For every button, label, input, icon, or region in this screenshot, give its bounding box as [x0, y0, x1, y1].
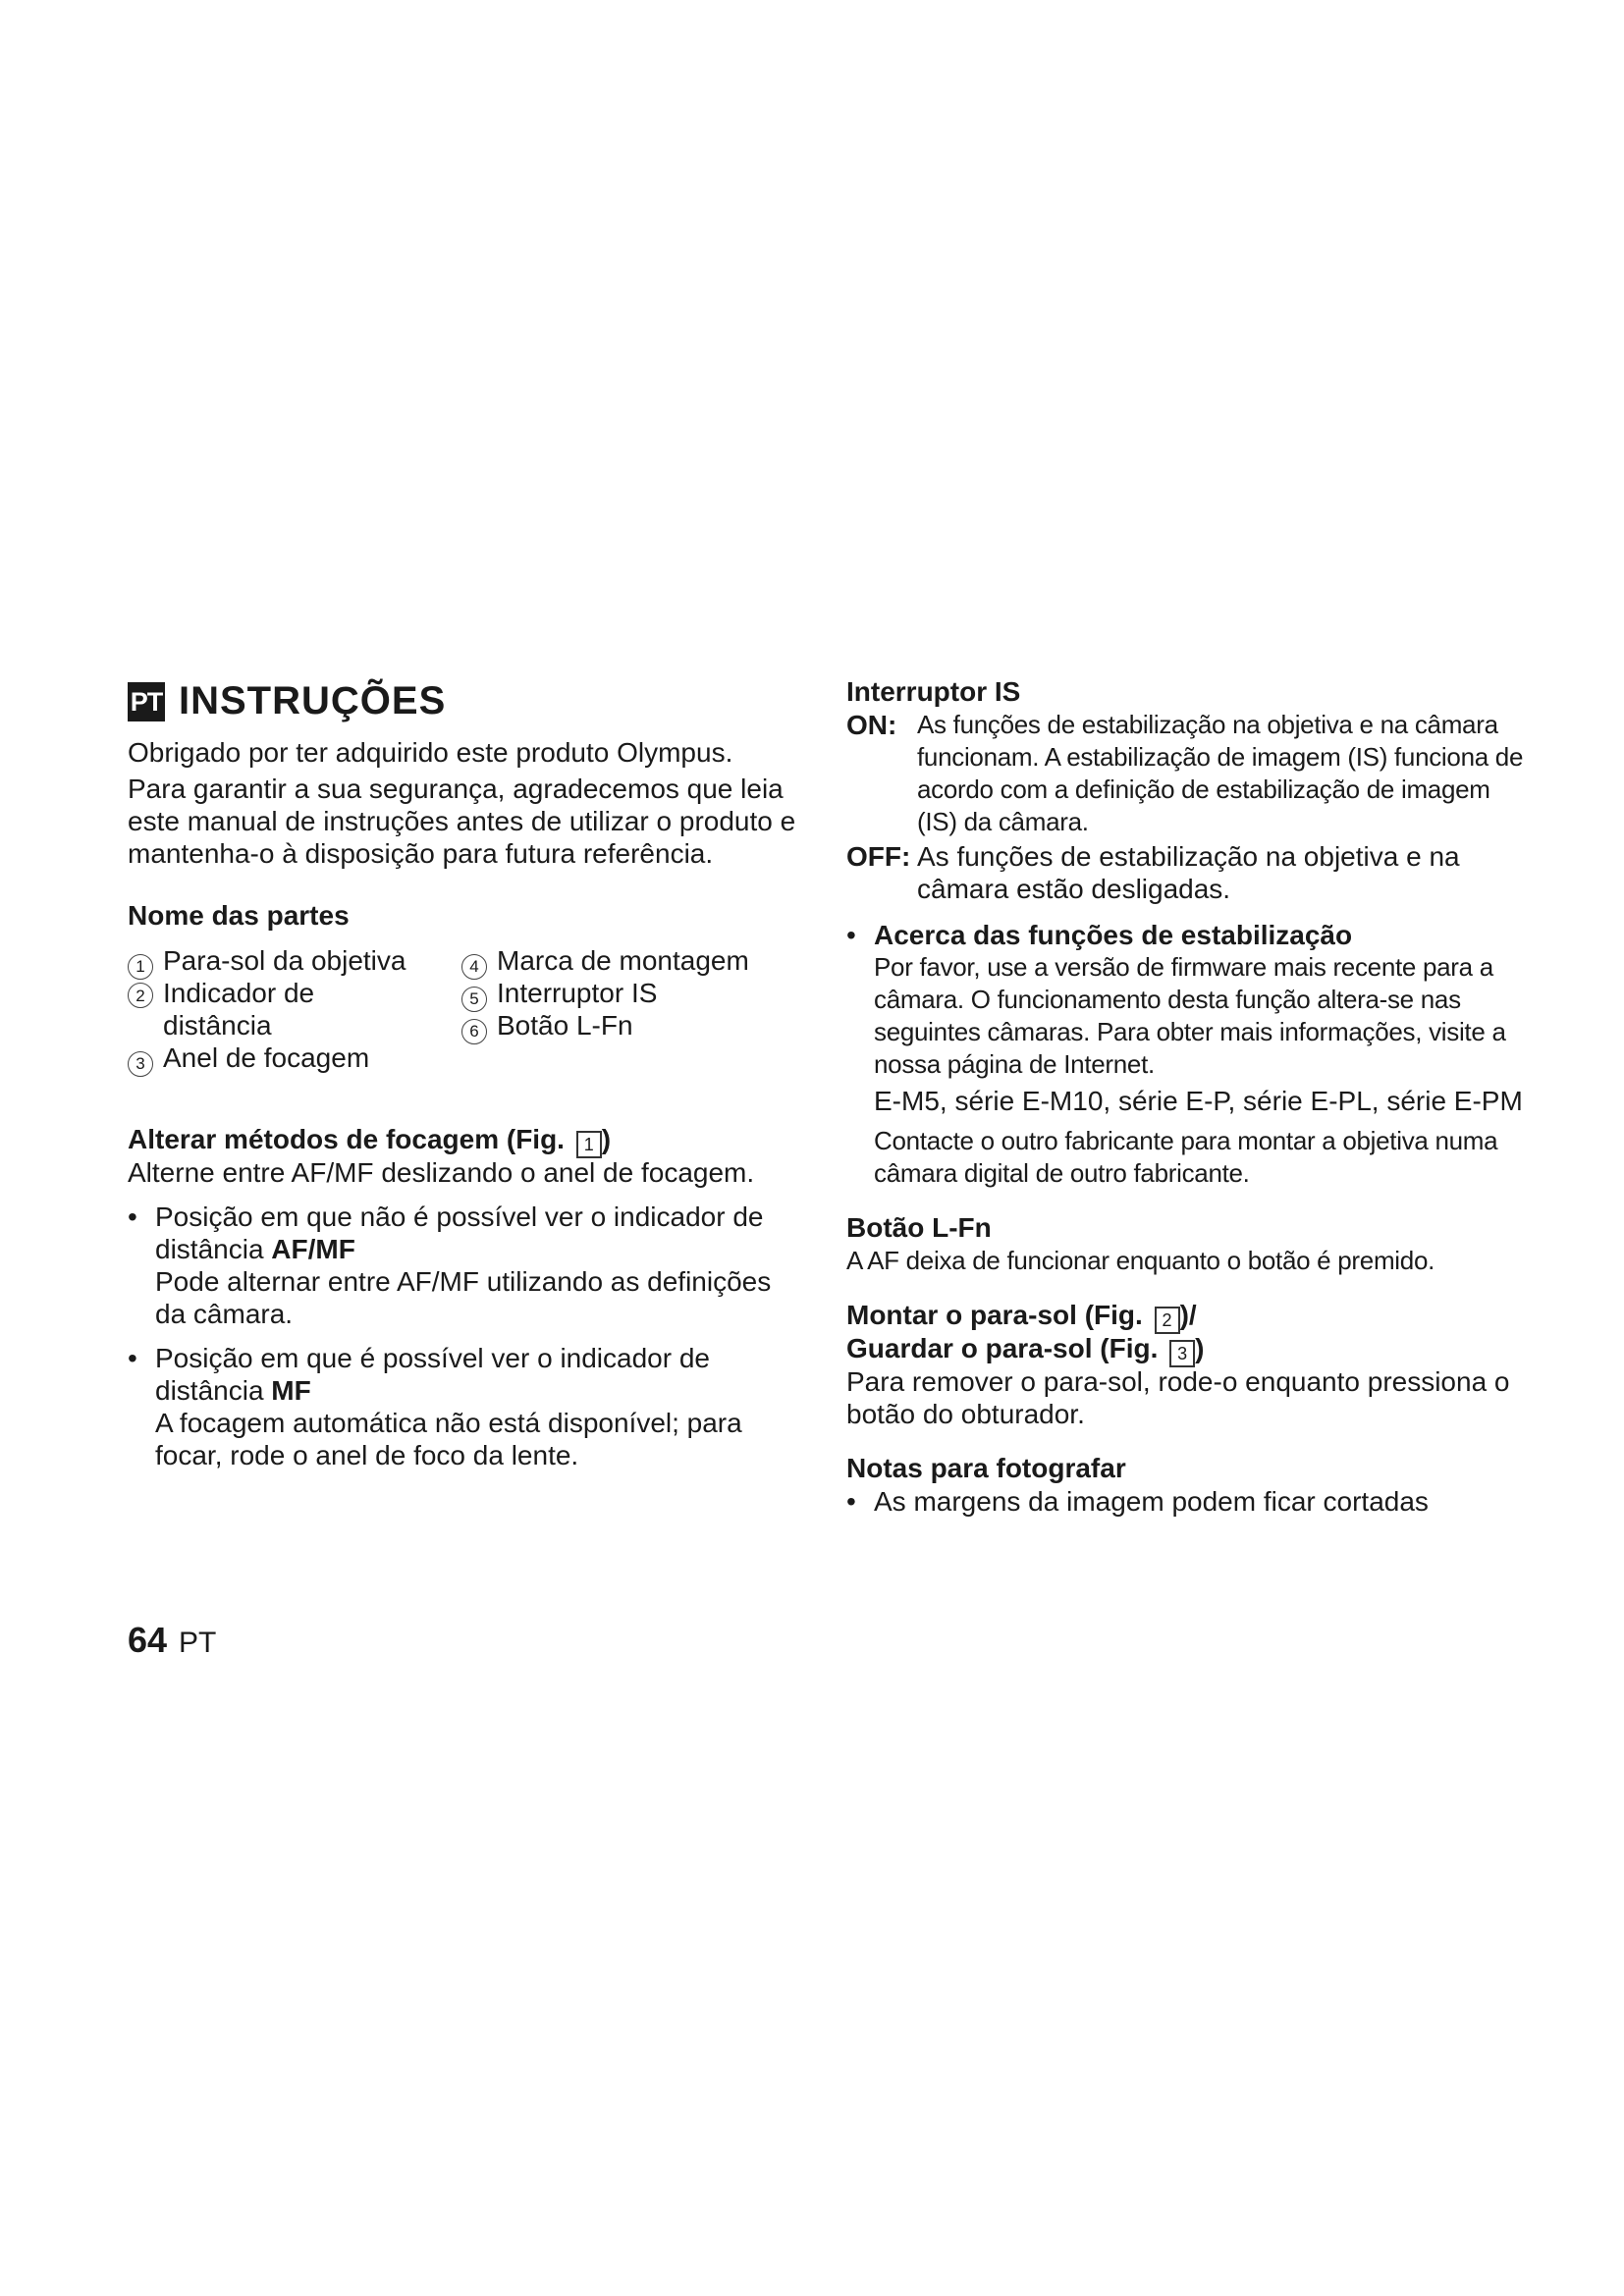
- page-title: INSTRUÇÕES: [179, 678, 447, 722]
- focus-heading-text: Alterar métodos de focagem (Fig.: [128, 1124, 565, 1154]
- is-switch-heading: Interruptor IS: [846, 676, 1021, 707]
- title-row: [128, 675, 805, 726]
- page-footer: [128, 1620, 216, 1661]
- part-label: Botão L-Fn: [497, 1010, 633, 1041]
- bullet-mode: MF: [271, 1375, 311, 1406]
- bullet-mode: AF/MF: [271, 1234, 355, 1264]
- part-label: Marca de montagem: [497, 945, 749, 976]
- hood-heading-store-text: Guardar o para-sol (Fig.: [846, 1333, 1159, 1363]
- part-item: [461, 977, 657, 1010]
- part-number: 6: [461, 1019, 487, 1044]
- part-item: [128, 977, 422, 1041]
- figure-ref-3: 3: [1169, 1340, 1195, 1367]
- is-off-key: OFF:: [846, 841, 911, 872]
- intro-thanks: Obrigado por ter adquirido este produto Olympus.: [128, 737, 733, 768]
- part-label: Anel de focagem: [163, 1042, 370, 1073]
- stabilization-heading: Acerca das funções de estabilização: [874, 920, 1353, 950]
- focus-heading-end: ): [601, 1124, 612, 1154]
- focus-bullet-af-mf: [128, 1201, 805, 1330]
- right-column: [846, 675, 1524, 1518]
- figure-ref-1: 1: [576, 1131, 602, 1158]
- is-on-entry: [846, 709, 1524, 838]
- stabilization-p3: Contacte o outro fabricante para montar a objetiva numa câmara digital de outro fabricante.: [874, 1126, 1498, 1188]
- bullet-dot: •: [846, 1486, 856, 1517]
- hood-heading-mount-end: )/: [1179, 1300, 1197, 1330]
- is-off-text: As funções de estabilização na objetiva e na câmara estão desligadas.: [917, 841, 1460, 904]
- stabilization-p1: Por favor, use a versão de firmware mais recente para a câmara. O funcionamento desta função altera-se nas seguintes câmaras. Para obter mais informações, visite a nossa página de Internet.: [874, 952, 1506, 1079]
- is-on-key-text: ON: [846, 710, 888, 740]
- parts-heading: Nome das partes: [128, 900, 350, 931]
- focus-heading: [128, 1123, 805, 1156]
- is-off-key-text: OFF: [846, 841, 901, 872]
- language-badge: PT: [128, 682, 165, 721]
- bullet-detail: A focagem automática não está disponível; para focar, rode o anel de foco da lente.: [155, 1408, 742, 1470]
- hood-text: Para remover o para-sol, rode-o enquanto pressiona o botão do obturador.: [846, 1366, 1510, 1429]
- bullet-detail: Pode alternar entre AF/MF utilizando as definições da câmara.: [155, 1266, 772, 1329]
- notes-bullet: [846, 1485, 1524, 1518]
- part-number: 4: [461, 954, 487, 980]
- hood-heading-mount-text: Montar o para-sol (Fig.: [846, 1300, 1143, 1330]
- bullet-dot: •: [128, 1201, 137, 1232]
- is-on-key: ON:: [846, 710, 897, 740]
- part-label: Indicador de distância: [163, 978, 315, 1041]
- hood-heading-mount: [846, 1299, 1524, 1332]
- notes-bullet-text: As margens da imagem podem ficar cortadas: [874, 1486, 1429, 1517]
- part-number: 1: [128, 954, 153, 980]
- part-number: 3: [128, 1051, 153, 1077]
- lfn-heading: Botão L-Fn: [846, 1212, 992, 1243]
- lfn-text: A AF deixa de funcionar enquanto o botão é premido.: [846, 1246, 1435, 1275]
- part-item: [461, 1009, 633, 1042]
- part-label: Interruptor IS: [497, 978, 658, 1008]
- notes-heading: Notas para fotografar: [846, 1453, 1126, 1483]
- part-item: [461, 944, 749, 978]
- bullet-lead: Posição em que não é possível ver o indicador de distância: [155, 1201, 764, 1264]
- focus-text: Alterne entre AF/MF deslizando o anel de focagem.: [128, 1157, 755, 1188]
- bullet-dot: •: [128, 1343, 137, 1373]
- parts-list: [128, 944, 805, 1105]
- figure-ref-2: 2: [1155, 1307, 1180, 1334]
- left-column: [128, 675, 805, 1471]
- part-item: [128, 944, 406, 978]
- stabilization-section: [846, 919, 1524, 1190]
- focus-bullet-mf: [128, 1342, 805, 1471]
- page-number: 64: [128, 1620, 168, 1660]
- footer-language: PT: [179, 1627, 217, 1659]
- stabilization-cameras: E-M5, série E-M10, série E-P, série E-PL, série E-PM: [874, 1086, 1523, 1116]
- hood-heading-store: [846, 1332, 1524, 1365]
- bullet-lead: Posição em que é possível ver o indicador de distância: [155, 1343, 710, 1406]
- is-on-text: As funções de estabilização na objetiva e na câmara funcionam. A estabilização de imagem (IS) funciona de acordo com a definição de estabilização de imagem (IS) da câmara.: [917, 710, 1524, 836]
- part-number: 2: [128, 983, 153, 1008]
- bullet-dot: •: [846, 920, 856, 950]
- part-label: Para-sol da objetiva: [163, 945, 406, 976]
- hood-heading-store-end: ): [1195, 1333, 1205, 1363]
- is-off-entry: [846, 840, 1524, 905]
- part-item: [128, 1041, 369, 1075]
- part-number: 5: [461, 987, 487, 1012]
- intro-safety: Para garantir a sua segurança, agradecemos que leia este manual de instruções antes de utilizar o produto e mantenha-o à disposição para futura referência.: [128, 774, 796, 869]
